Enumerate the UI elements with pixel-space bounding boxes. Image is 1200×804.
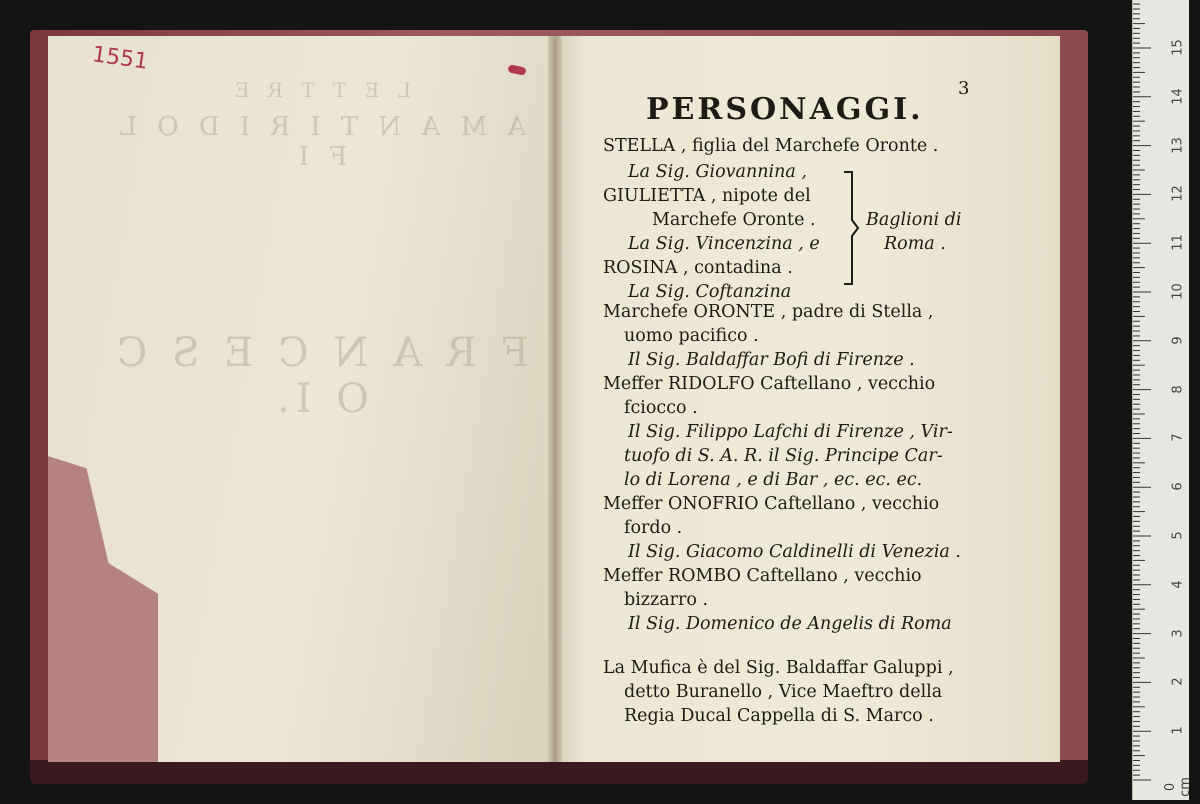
ruler-number: 6 [1170,482,1186,491]
cast-line: Il Sig. Domenico de Angelis di Roma [628,614,952,634]
ruler-number: 2 [1170,677,1186,687]
cast-line: La Sig. Vincenzina , e [628,234,820,254]
cast-line: fciocco . [624,398,698,418]
cast-line: Il Sig. Giacomo Caldinelli di Venezia . [628,542,961,562]
cast-line: Marchefe Oronte . [652,210,816,230]
ruler-number: 13 [1170,136,1186,154]
ruler-number: 1 [1170,726,1186,735]
pencil-note: 1551 [90,42,150,75]
cast-line: La Sig. Coftanzina [628,282,792,302]
cast-line: Meffer ROMBO Caftellano , vecchio [603,566,922,586]
ruler-number: 15 [1170,39,1186,56]
cast-line: bizzarro . [624,590,709,610]
cast-line: STELLA , figlia del Marchefe Oronte . [603,136,939,156]
bracket-note: Roma . [884,234,946,254]
cast-line: Marchefe ORONTE , padre di Stella , [603,302,934,322]
book-cover-edge [30,760,1088,784]
left-bleed-line: F R A N C E S C O I. [110,330,530,422]
left-bleed-line: A M A N T I R I D O L F I [113,112,527,172]
cast-line: Meffer RIDOLFO Caftellano , vecchio [603,374,936,394]
brace-icon [842,168,860,288]
cast-line: Il Sig. Filippo Lafchi di Firenze , Vir- [628,422,953,442]
ruler-number: 0 cm [1163,777,1193,797]
ruler-number: 14 [1170,88,1186,105]
ruler-number: 10 [1170,283,1186,300]
cast-line: fordo . [624,518,683,538]
cast-line: uomo pacifico . [624,326,759,346]
ruler-number: 9 [1170,336,1186,345]
ruler-number: 11 [1170,234,1186,251]
cast-line: lo di Lorena , e di Bar , ec. ec. ec. [624,470,923,490]
page-number: 3 [958,78,970,99]
cast-line: ROSINA , contadina . [603,258,793,278]
ruler-number: 5 [1170,531,1186,540]
music-credit-line: detto Buranello , Vice Maeftro della [624,682,943,702]
cast-line: GIULIETTA , nipote del [603,186,811,206]
ruler-number: 3 [1170,628,1186,638]
music-credit-line: La Mufica è del Sig. Baldaffar Galuppi , [603,658,954,678]
cast-line: Meffer ONOFRIO Caftellano , vecchio [603,494,940,514]
ruler-number: 7 [1170,433,1186,443]
ruler-number: 4 [1170,580,1186,589]
ruler-number: 12 [1170,185,1186,203]
left-bleed-line: L E T T R E [229,78,412,102]
music-credit-line: Regia Ducal Cappella di S. Marco . [624,706,934,726]
cast-line: La Sig. Giovannina , [628,162,807,182]
cast-line: Il Sig. Baldaffar Bofi di Firenze . [628,350,915,370]
ruler-number: 8 [1170,384,1186,394]
page-title: PERSONAGGI. [646,92,924,127]
bracket-note: Baglioni di [866,210,962,230]
cast-line: tuofo di S. A. R. il Sig. Principe Car- [624,446,943,466]
book-gutter [548,36,562,762]
